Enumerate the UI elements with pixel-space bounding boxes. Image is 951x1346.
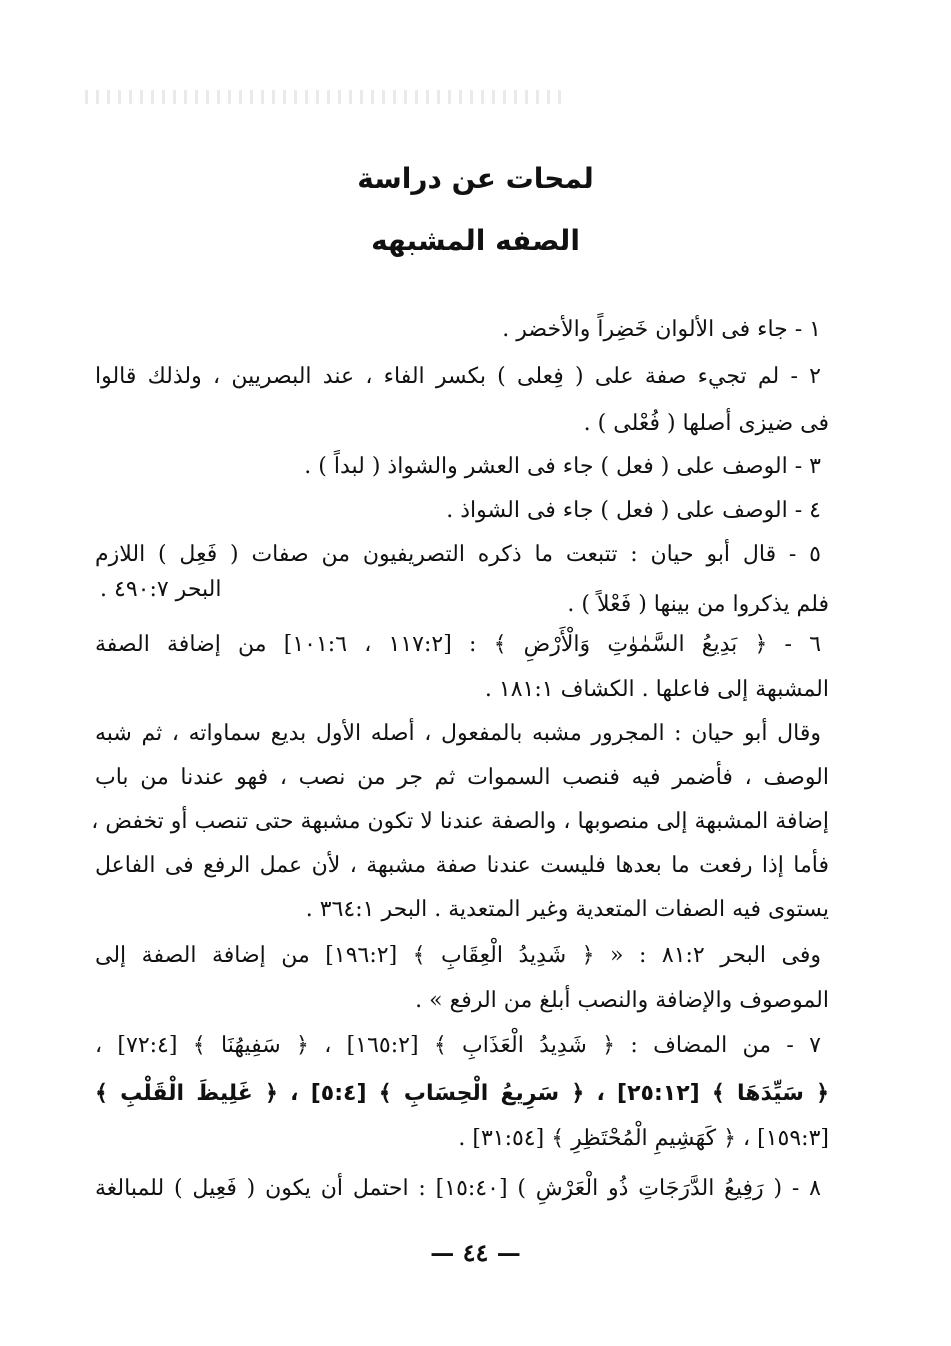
text-line: الوصف ، فأضمر فيه فنصب السموات ثم جر من نصب ، فهو عندنا من باب [95, 765, 829, 790]
text-line: ﴿ سَيِّدَهَا ﴾ [٢٥:١٢] ، ﴿ سَرِيعُ الْحِسَابِ ﴾ [٥:٤] ، ﴿ غَلِيظَ الْقَلْبِ ﴾ [95, 1081, 829, 1106]
text-line: ٧ - من المضاف : ﴿ شَدِيدُ الْعَذَابِ ﴾ [١٦٥:٢] ، ﴿ سَفِيهُنَا ﴾ [٧٢:٤] ، [95, 1033, 821, 1058]
text-line: ٨ - ( رَفِيعُ الدَّرَجَاتِ ذُو الْعَرْشِ ) [١٥:٤٠] : احتمل أن يكون ( فَعِيل ) للمبالغة [95, 1176, 821, 1201]
text-line: وفى البحر ٨١:٢ : « ﴿ شَدِيدُ الْعِقَابِ ﴾ [١٩٦:٢] من إضافة الصفة إلى [95, 943, 822, 968]
page-title: لمحات عن دراسة [357, 162, 594, 195]
reference-note: البحر ٤٩٠:٧ . [100, 577, 222, 602]
text-line: فلم يذكروا من بينها ( فَعْلاً ) . [567, 592, 829, 617]
text-line: إضافة المشبهة إلى منصوبها ، والصفة عندنا لا تكون مشبهة حتى تنصب أو تخفض ، [91, 809, 829, 834]
text-line: المشبهة إلى فاعلها . الكشاف ١٨١:١ . [484, 677, 829, 702]
text-line: فى ضيزى أصلها ( فُعْلى ) . [583, 411, 829, 436]
text-line: وقال أبو حيان : المجرور مشبه بالمفعول ، أصله الأول بديع سماواته ، ثم شبه [95, 721, 821, 746]
text-line: ٤ - الوصف على ( فعل ) جاء فى الشواذ . [446, 498, 821, 523]
text-line: ٥ - قال أبو حيان : تتبعت ما ذكره التصريفيون من صفات ( فَعِل ) اللازم [95, 542, 821, 567]
text-line: يستوى فيه الصفات المتعدية وغير المتعدية . البحر ٣٦٤:١ . [305, 897, 829, 922]
text-line: ٣ - الوصف على ( فعل ) جاء فى العشر والشواذ ( لبداً ) . [304, 454, 821, 479]
text-line: ٢ - لم تجيء صفة على ( فِعلى ) بكسر الفاء ، عند البصريين ، ولذلك قالوا [95, 364, 821, 389]
text-line: الموصوف والإضافة والنصب أبلغ من الرفع » . [415, 988, 829, 1013]
text-line: فأما إذا رفعت ما بعدها فليست عندنا صفة مشبهة ، لأن عمل الرفع فى الفاعل [95, 853, 829, 878]
text-line: ١ - جاء فى الألوان خَضِراً والأخضر . [502, 317, 821, 342]
text-line: ٦ - ﴿ بَدِيعُ السَّمٰوٰتِ وَالْأَرْضِ ﴾ : [١١٧:٢ ، ١٠١:٦] من إضافة الصفة [95, 632, 822, 657]
page-subtitle: الصفه المشبهه [371, 224, 580, 257]
text-line: [١٥٩:٣] ، ﴿ كَهَشِيمِ الْمُحْتَظِرِ ﴾ [٣١:٥٤] . [458, 1126, 829, 1151]
page-number: — ٤٤ — [430, 1238, 521, 1267]
scan-smudge [85, 90, 565, 104]
